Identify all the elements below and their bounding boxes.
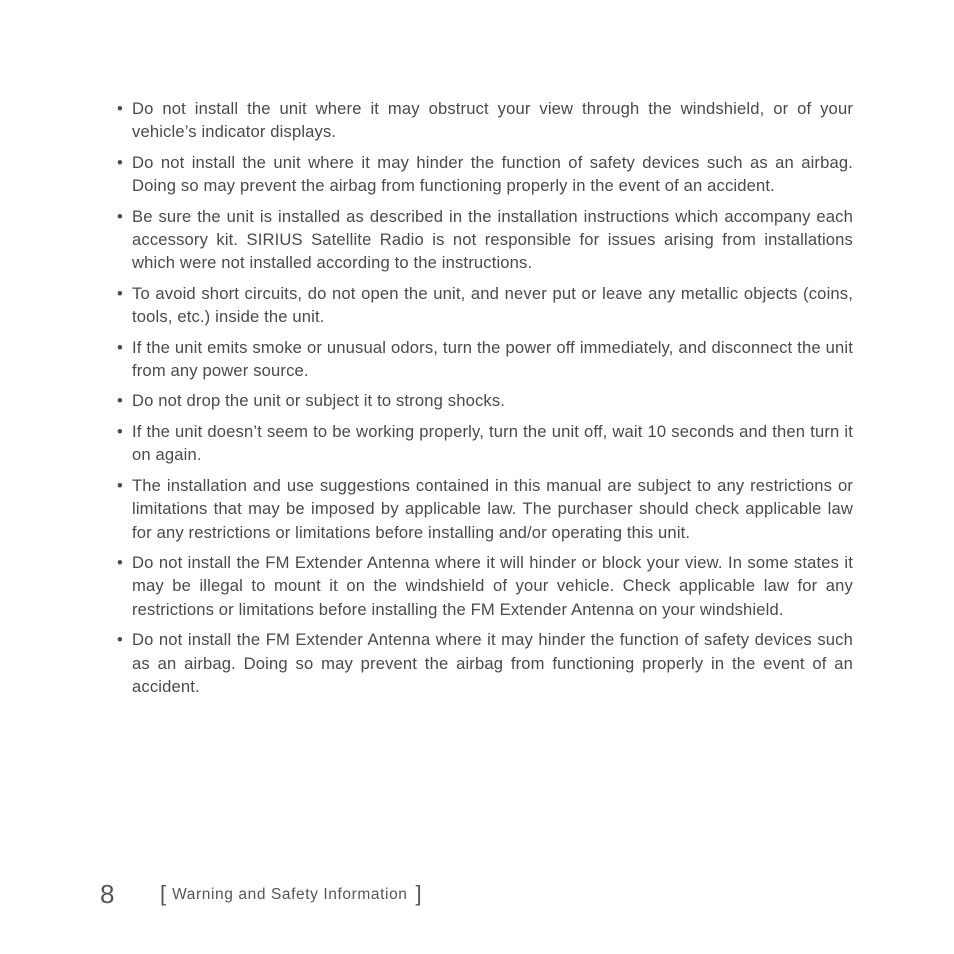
list-item — [117, 151, 853, 198]
page-footer — [100, 876, 422, 912]
list-item — [117, 97, 853, 144]
list-item — [117, 282, 853, 329]
bullet-text: Do not install the unit where it may obstruct your view through the windshield, or of your vehicle’s indicator displays. — [132, 99, 853, 142]
bullet-text: To avoid short circuits, do not open the unit, and never put or leave any metallic objects (coins, tools, etc.) inside the unit. — [132, 283, 853, 327]
bullet-icon: • — [117, 630, 123, 650]
list-item — [117, 389, 853, 412]
bullet-text: Do not drop the unit or subject it to strong shocks. — [132, 391, 506, 411]
bullet-text: Do not install the FM Extender Antenna where it will hinder or block your view. In some states it may be illegal to mount it on the windshield of your vehicle. Check applicable law for any restrictions or limitations before installing the FM Extender Antenna on your windshield. — [132, 552, 853, 619]
list-item — [117, 420, 853, 467]
bullet-icon: • — [117, 391, 123, 411]
list-item — [117, 628, 853, 698]
section-label — [160, 883, 422, 905]
bullet-text: If the unit emits smoke or unusual odors, turn the power off immediately, and disconnect the unit from any power source. — [132, 337, 853, 381]
bullet-icon: • — [117, 552, 123, 572]
bullet-text: The installation and use suggestions contained in this manual are subject to any restrictions or limitations that may be imposed by applicable law. The purchaser should check applicable law for any restrictions or limitations before installing and/or operating this unit. — [132, 475, 853, 542]
bullet-icon: • — [117, 337, 123, 357]
page-content — [117, 97, 853, 705]
list-item — [117, 205, 853, 275]
bullet-icon: • — [117, 475, 123, 495]
list-item — [117, 551, 853, 621]
list-item — [117, 474, 853, 544]
bullet-text: Do not install the FM Extender Antenna where it may hinder the function of safety devices such as an airbag. Doing so may prevent the airbag from functioning properly in the event of an accident. — [132, 630, 853, 696]
bullet-icon: • — [117, 283, 123, 303]
bullet-icon: • — [117, 99, 123, 118]
list-item — [117, 336, 853, 383]
page-number: 8 — [100, 878, 115, 909]
bullet-icon: • — [117, 152, 123, 172]
section-title: Warning and Safety Information — [172, 886, 408, 903]
safety-bullet-list — [117, 97, 853, 698]
bullet-text: If the unit doesn’t seem to be working properly, turn the unit off, wait 10 seconds and then turn it on again. — [132, 421, 853, 465]
bullet-text: Do not install the unit where it may hinder the function of safety devices such as an airbag. Doing so may prevent the airbag from functioning properly in the event of an accident. — [132, 152, 853, 196]
close-bracket: ] — [415, 881, 422, 906]
bullet-icon: • — [117, 206, 123, 226]
open-bracket: [ — [160, 881, 167, 906]
bullet-text: Be sure the unit is installed as described in the installation instructions which accompany each accessory kit. SIRIUS Satellite Radio is not responsible for issues arising from installations which were not installed according to the instructions. — [132, 206, 853, 273]
bullet-icon: • — [117, 421, 123, 441]
